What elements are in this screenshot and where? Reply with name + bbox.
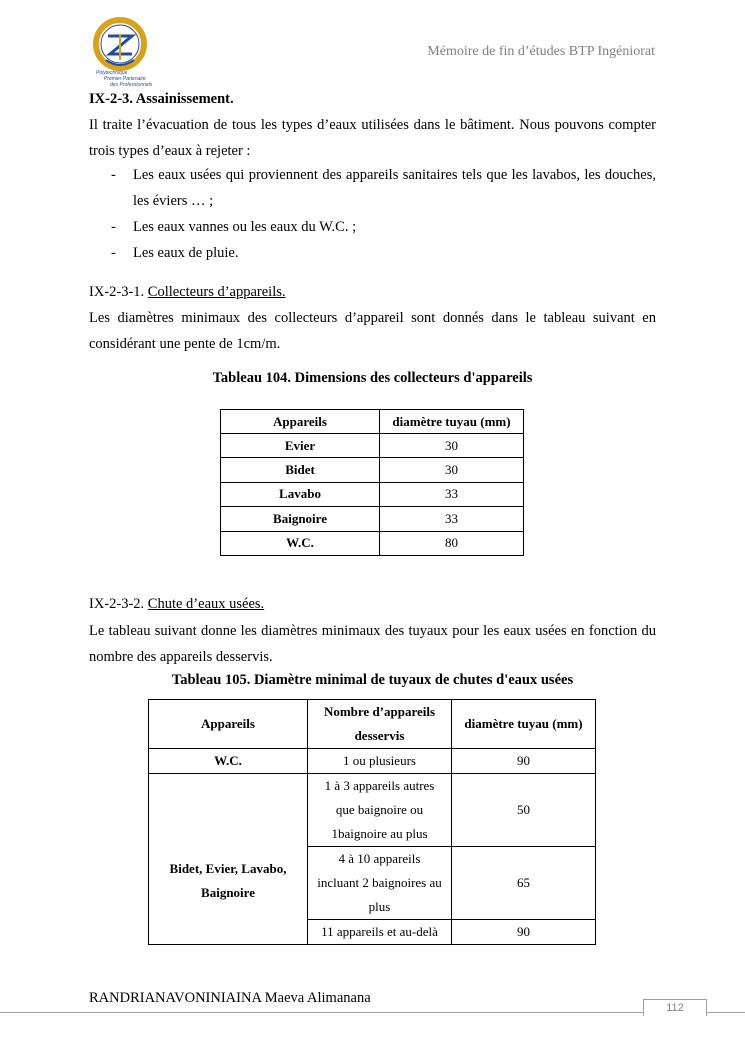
table-row [221, 531, 524, 555]
section-intro: Il traite l’évacuation de tous les types d’eaux utilisées dans le bâtiment. Nous pouvons compter trois types d’eaux à rejeter : [89, 117, 656, 159]
table-cell: 30 [380, 434, 524, 458]
subsection-2-text: Le tableau suivant donne les diamètres minimaux des tuyaux pour les eaux usées en fonction du nombre des appareils desservis. [89, 623, 656, 665]
table-cell: 33 [380, 507, 524, 531]
table-row [221, 482, 524, 506]
subsection-title: Collecteurs d’appareils. [147, 284, 286, 300]
list-item: - Les eaux vannes ou les eaux du W.C. ; [89, 214, 656, 240]
table-cell: 50 [452, 774, 596, 847]
footer-divider [0, 1012, 745, 1013]
table-104 [220, 409, 524, 556]
section-heading: IX-2-3. Assainissement. [89, 91, 234, 107]
list-item: - Les eaux usées qui proviennent des appareils sanitaires tels que les lavabos, les douches, les éviers … ; [89, 162, 656, 214]
table-cell: 65 [452, 847, 596, 920]
table-cell: 80 [380, 531, 524, 555]
table-cell: Bidet, Evier, Lavabo, Baignoire [149, 774, 308, 945]
table-cell: W.C. [149, 749, 308, 774]
table-105-caption: Tableau 105. Diamètre minimal de tuyaux de chutes d'eaux usées [171, 672, 574, 688]
table-cell: Lavabo [221, 482, 380, 506]
table-cell: 90 [452, 920, 596, 945]
table-104-caption: Tableau 104. Dimensions des collecteurs d'appareils [212, 370, 533, 386]
table-header: Nombre d’appareils desservis [308, 700, 452, 749]
table-cell: 33 [380, 482, 524, 506]
table-cell: W.C. [221, 531, 380, 555]
table-105 [148, 699, 596, 945]
subsection-number: IX-2-3-1. [89, 284, 148, 300]
subsection-1-text: Les diamètres minimaux des collecteurs d’appareil sont donnés dans le tableau suivant en considérant une pente de 1cm/m. [89, 310, 656, 352]
subsection-1-heading [89, 279, 656, 305]
table-cell: 30 [380, 458, 524, 482]
table-cell: 1 ou plusieurs [308, 749, 452, 774]
header-title: Mémoire de fin d’études BTP Ingéniorat [427, 44, 655, 59]
table-row [221, 434, 524, 458]
svg-text:Polytechnique: Polytechnique [96, 70, 128, 76]
school-logo [90, 14, 158, 90]
table-header: Appareils [149, 700, 308, 749]
table-row [149, 774, 596, 847]
table-row [149, 749, 596, 774]
table-header: diamètre tuyau (mm) [452, 700, 596, 749]
svg-text:des Professionnels: des Professionnels [110, 82, 153, 88]
svg-text:Premier Partenaire: Premier Partenaire [104, 76, 146, 82]
subsection-title: Chute d’eaux usées. [147, 596, 265, 612]
table-cell: 4 à 10 appareils incluant 2 baignoires au plus [308, 847, 452, 920]
subsection-2-heading [89, 591, 656, 617]
water-types-list [89, 162, 656, 266]
list-item: - Les eaux de pluie. [89, 240, 656, 266]
table-cell: Evier [221, 434, 380, 458]
table-cell: 90 [452, 749, 596, 774]
footer-author: RANDRIANAVONINIAINA Maeva Alimanana [89, 990, 371, 1006]
table-cell: Bidet [221, 458, 380, 482]
table-cell: Baignoire [221, 507, 380, 531]
subsection-number: IX-2-3-2. [89, 596, 148, 612]
table-header: diamètre tuyau (mm) [380, 410, 524, 434]
table-row [221, 507, 524, 531]
table-cell: 11 appareils et au-delà [308, 920, 452, 945]
page-number: 112 [643, 999, 707, 1016]
table-header: Appareils [221, 410, 380, 434]
table-cell: 1 à 3 appareils autres que baignoire ou 1baignoire au plus [308, 774, 452, 847]
table-row [221, 458, 524, 482]
